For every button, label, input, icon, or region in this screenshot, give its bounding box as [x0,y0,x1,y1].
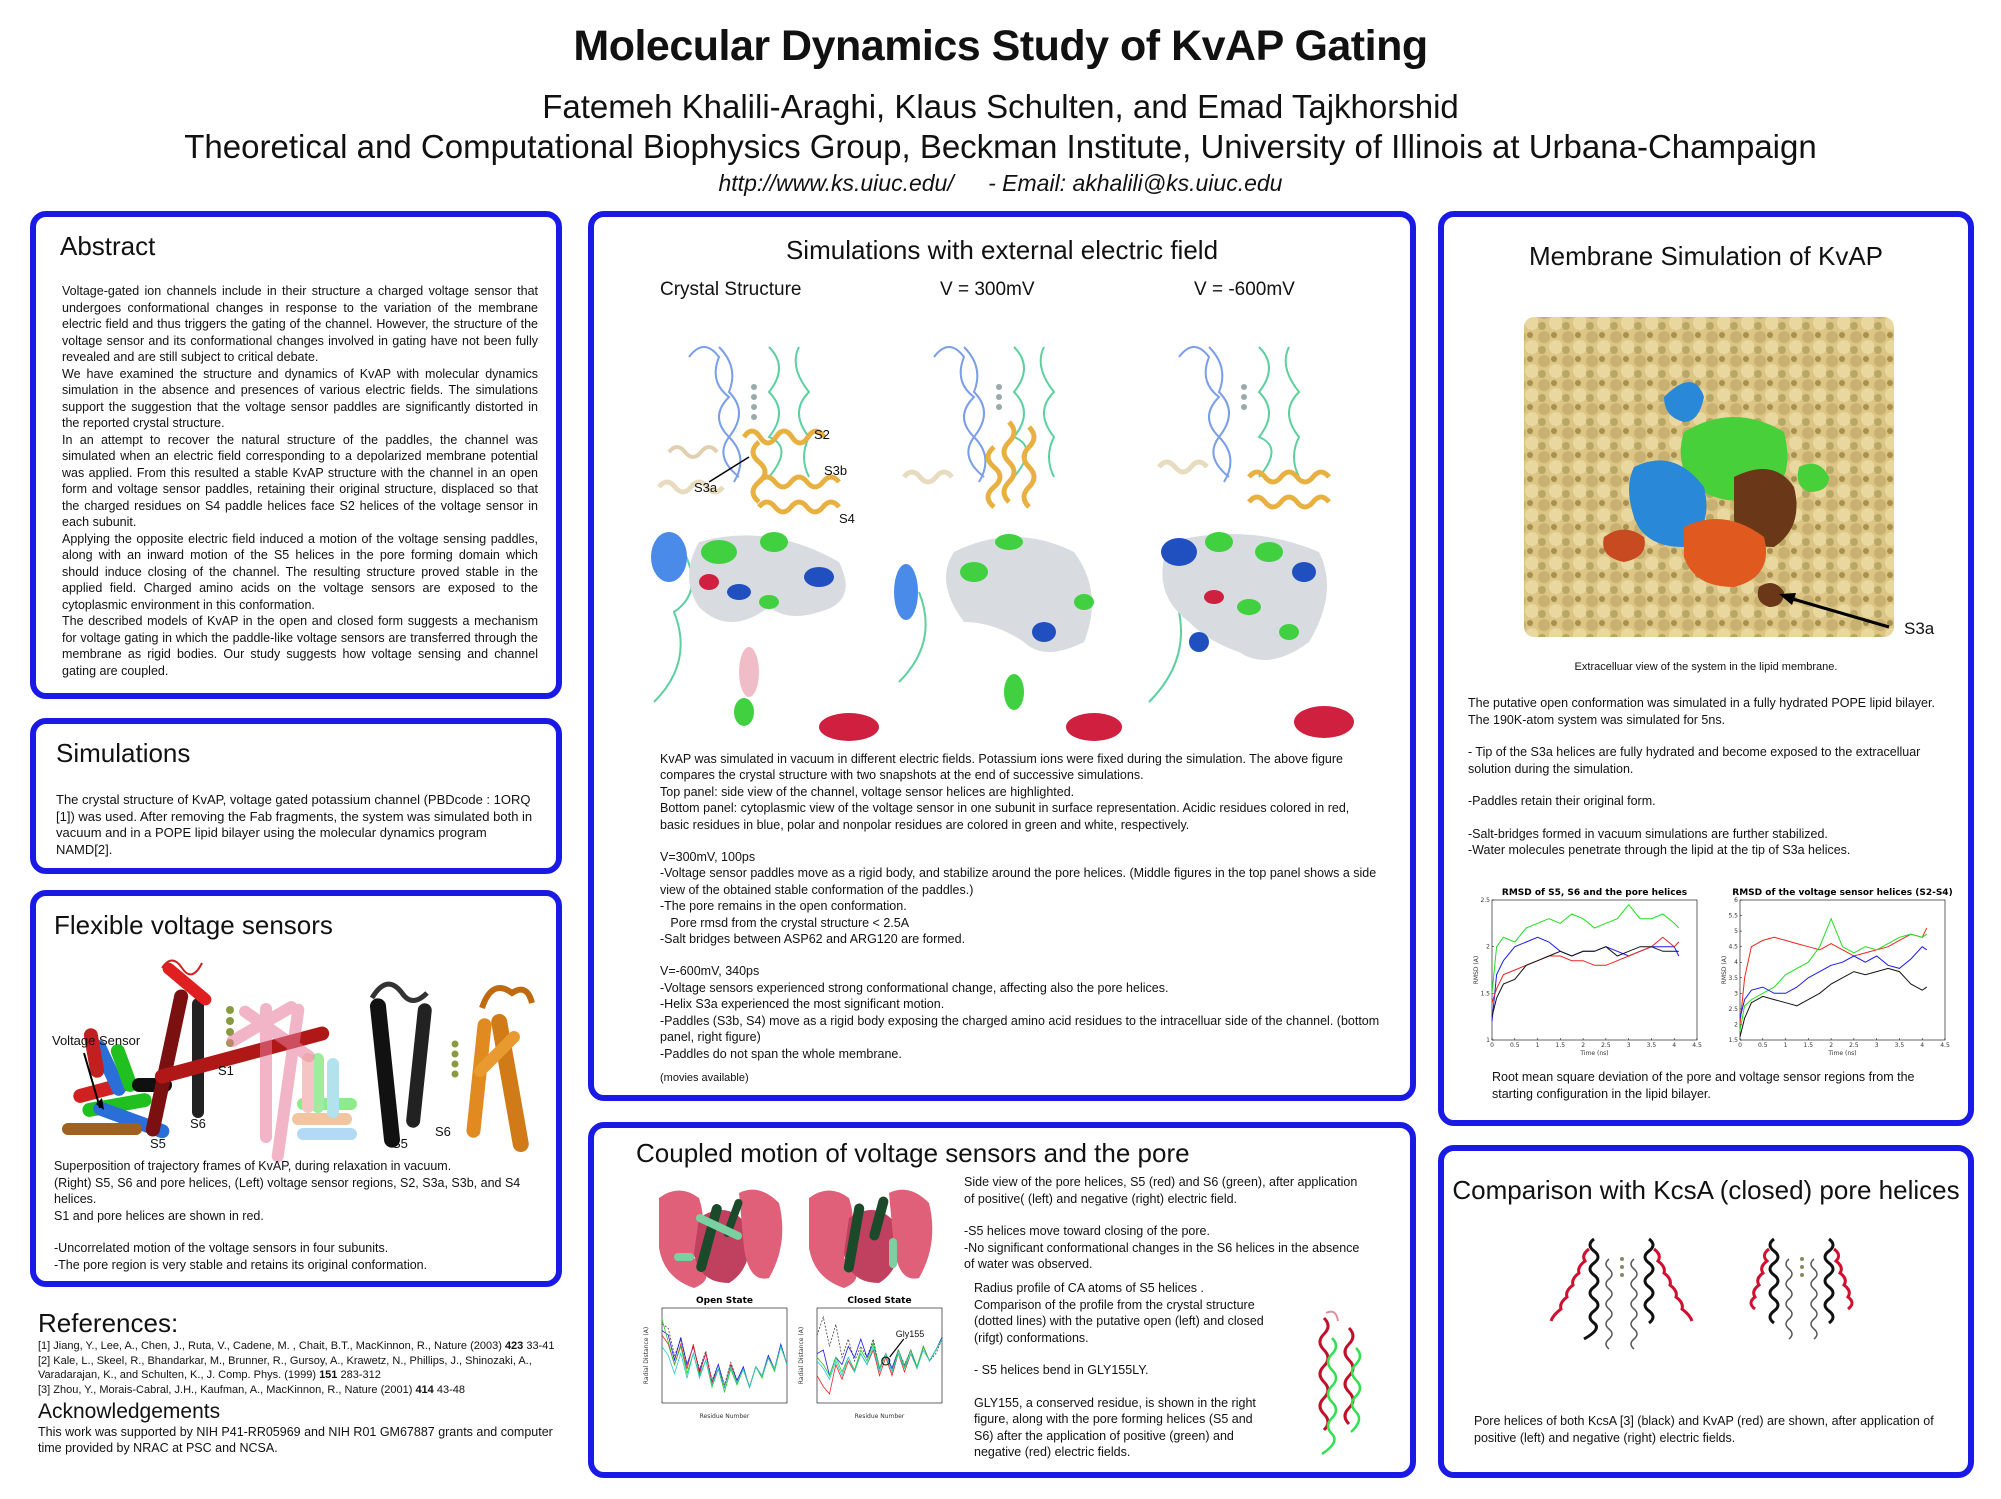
flexible-caption [54,1158,554,1273]
coupled-text-b [974,1280,1274,1461]
y-axis-label: RMSD (A) [1473,955,1480,985]
x-axis-label: Residue Number [699,1413,750,1420]
open-state-chart [644,1298,794,1423]
x-tick-label: 2.5 [1601,1042,1611,1049]
kcsa-heading: Comparison with KcsA (closed) pore helices [1452,1175,1960,1205]
label-s3a: S3a [1904,619,1935,638]
x-tick-label: 0.5 [1758,1042,1768,1049]
label-s2: S2 [814,427,830,442]
y-tick-label: 2 [1734,1021,1738,1029]
membrane-text [1468,695,1958,859]
pore-side-view-images [654,1178,934,1288]
abstract-text [62,283,538,679]
acknowledgements-heading: Acknowledgements [38,1400,221,1423]
ref-pages: 43-48 [433,1383,465,1396]
vneg600-heading: V=-600mV, 340ps [660,964,760,979]
x-tick-label: 1 [1783,1042,1788,1049]
references-section [38,1308,558,1397]
text-line: - Tip of the S3a helices are fully hydrated and become exposed to the extracelluar solution during the simulation. [1468,745,1921,776]
x-tick-label: 1.5 [1555,1042,1566,1049]
y-tick-label: 1.5 [1480,990,1490,998]
simulations-text: The crystal structure of KvAP, voltage gated potassium channel (PBDcode : 1ORQ [1]) was used. After removing the Fab fragments, the system was simulated both in vacuum and in a POPE lipid bilayer using the molecular dynamics program NAMD[2]. [56,792,533,857]
poster-title: Molecular Dynamics Study of KvAP Gating [573,22,1428,70]
y-tick-label: 6 [1734,897,1738,904]
ref-volume: 423 [504,1340,524,1352]
membrane-panel [1438,211,1974,1126]
membrane-image [1514,307,1904,647]
column-label-crystal: Crystal Structure [660,279,802,300]
references-heading: References: [38,1308,179,1338]
helices-negative-field [1751,1239,1852,1339]
ref-volume: 414 [415,1383,434,1396]
bullet-item: -The pore region is very stable and retains its original conformation. [54,1257,428,1272]
kcsa-helices-image [1534,1219,1894,1379]
x-tick-label: 4.5 [1940,1042,1950,1049]
label-s5-right: S5 [392,1136,408,1151]
pore-open-image [659,1190,782,1288]
x-tick-label: 1 [1535,1042,1540,1049]
series-line-green [1740,919,1927,1031]
caption-line: (Right) S5, S6 and pore helices, (Left) voltage sensor regions, S2, S3a, S3b, and S4 helices. [54,1175,521,1206]
simulations-panel [30,718,562,874]
contact-line [0,170,2001,197]
ref-pages: 283-312 [337,1369,381,1381]
vneg600-structure-image [1139,327,1369,527]
text-line: Side view of the pore helices, S5 (red) and S6 (green), after application of positive( (left) and negative (right) electric field. [964,1175,1358,1206]
ref-text: [3] Zhou, Y., Morais-Cabral, J.H., Kaufman, A., MacKinnon, R., Nature (2001) [38,1383,416,1396]
label-s3b: S3b [824,463,848,478]
v300-bullet: -The pore remains in the open conformation. [660,899,907,914]
x-tick-label: 1.5 [1803,1042,1814,1049]
reference-item [38,1383,558,1398]
x-axis-label: Time (ns) [1580,1050,1609,1057]
kcsa-caption: Pore helices of both KcsA [3] (black) and KvAP (red) are shown, after application of positive (left) and negative (right) electric fields. [1474,1414,1934,1445]
x-tick-label: 0.5 [1510,1042,1520,1049]
y-tick-label: 1 [1486,1037,1490,1044]
x-tick-label: 2.5 [1849,1042,1859,1049]
kcsa-panel [1438,1145,1974,1478]
ref-pages: 33-41 [523,1340,555,1352]
electric-field-panel [588,211,1416,1101]
flexible-heading: Flexible voltage sensors [54,910,333,940]
v300-bullet: -Salt bridges between ASP62 and ARG120 are formed. [660,932,966,947]
text-line: Comparison of the profile from the crystal structure (dotted lines) with the putative open (left) and closed (rifgt) conformations. [974,1297,1264,1345]
intro-line: Bottom panel: cytoplasmic view of the voltage sensor in one subunit in surface representation. Acidic residues colored in red, basic residues in blue, polar and nonpolar residues are colored in green and white, respectively. [660,801,1350,832]
ref-text: [2] Kale, L., Skeel, R., Bhandarkar, M., Brunner, R., Gursoy, A., Krawetz, N., Phillips, J., Shinozaki, A., Varadarajan, K., and Schulten, K., J. Comp. Phys. (1999) [38,1354,532,1381]
voltage-sensor-translucent [292,1053,357,1140]
x-tick-label: 4.5 [1692,1042,1702,1049]
x-tick-label: 0 [1738,1042,1742,1049]
label-s6-left: S6 [190,1116,206,1131]
series-line-black [1492,947,1679,1017]
v300-structure-image [894,327,1124,527]
text-line: -No significant conformational changes in the S6 helices in the absence of water was observed. [964,1240,1360,1271]
label-s6-right: S6 [435,1124,451,1139]
crystal-structure-image [649,327,879,527]
chart-title: RMSD of the voltage sensor helices (S2-S4) [1732,888,1953,898]
y-tick-label: 2.5 [1480,897,1490,904]
rmsd-pore-chart [1464,882,1714,1067]
abstract-paragraph: Applying the opposite electric field induced a motion of the voltage sensing paddles, along with an inward motion of the S5 helices in the pore forming domain which should induce closing of the channel. The resulting structure proved stable in the applied field. Charged amino acids on the voltage sensors are exposed to the cytoplasmic environment in this conformation. [62,531,538,612]
x-axis-label: Time (ns) [1828,1050,1857,1057]
series-line-green [817,1339,942,1376]
y-tick-label: 4 [1734,959,1738,967]
x-tick-label: 3 [1874,1042,1879,1049]
y-axis-label: Radial Distance (A) [798,1326,805,1385]
x-tick-label: 0 [1490,1042,1494,1049]
website-link[interactable]: http://www.ks.uiuc.edu/ [718,170,954,196]
y-tick-label: 2.5 [1728,1005,1738,1013]
acknowledgements-section [38,1400,558,1456]
abstract-paragraph: The described models of KvAP in the open and closed form suggests a mechanism for voltage gating in which the paddle-like voltage sensors are transferred through the membrane as rigid bodies. Our study suggests how voltage sensing and channel gating are coupled. [62,614,538,678]
abstract-paragraph: Voltage-gated ion channels include in their structure a charged voltage sensor that undergoes conformational changes in response to the variation of the membrane electric field and thus triggers the gating of the channel. However, the structure of the voltage sensor and its conformational changes involved in gating have not been fully revealed and are still subject to critical debate. [62,284,538,364]
y-tick-label: 5 [1734,928,1738,936]
y-axis-label: RMSD (A) [1721,955,1728,985]
gly155-label: Gly155 [895,1328,925,1339]
x-tick-label: 3.5 [1894,1042,1905,1049]
efield-description [660,751,1380,1086]
email-link[interactable]: - Email: akhalili@ks.uiuc.edu [988,170,1283,196]
y-tick-label: 3 [1734,990,1738,998]
x-tick-label: 4 [1672,1042,1677,1049]
rmsd-caption: Root mean square deviation of the pore and voltage sensor regions from the starting configuration in the lipid bilayer. [1492,1070,1915,1101]
intro-line: KvAP was simulated in vacuum in different electric fields. Potassium ions were fixed during the simulation. The above figure compares the crystal structure with two snapshots at the end of successive simulations. [660,752,1343,783]
v300-surface-image [894,522,1124,737]
y-axis-label: Radial Distance (A) [643,1326,650,1385]
coupled-text-a [964,1174,1364,1273]
x-axis-label: Residue Number [854,1413,905,1420]
pore-closed-image [809,1190,932,1288]
column-label-neg600mv: V = -600mV [1194,279,1295,300]
text-line: -Water molecules penetrate through the lipid at the tip of S3a helices. [1468,843,1851,857]
membrane-heading: Membrane Simulation of KvAP [1528,241,1884,271]
abstract-heading: Abstract [60,231,156,261]
chart-title: Open State [695,1296,754,1306]
y-tick-label: 1.5 [1728,1037,1738,1044]
movies-note: (movies available) [660,1071,749,1084]
x-tick-label: 2 [1581,1042,1586,1049]
ref-text: [1] Jiang, Y., Lee, A., Chen, J., Ruta, V., Cadene, M. , Chait, B.T., MacKinnon, R., Nature (2003) [38,1340,505,1352]
y-tick-label: 5.5 [1728,912,1738,920]
vneg600-bullet: -Paddles (S3b, S4) move as a rigid body exposing the charged amino acid residues to the intracelluar side of the channel. (bottom panel, right figure) [660,1013,1380,1045]
column-label-300mv: V = 300mV [940,279,1035,300]
chart-title: RMSD of S5, S6 and the pore helices [1501,888,1688,898]
trajectory-figure [42,948,554,1151]
label-s5-left: S5 [150,1136,166,1151]
series-line-green [1492,905,1679,994]
caption-line: S1 and pore helices are shown in red. [54,1208,264,1223]
text-line: -Paddles retain their original form. [1468,794,1656,808]
helices-positive-field [1551,1239,1692,1349]
intro-line: Top panel: side view of the channel, voltage sensor helices are highlighted. [660,784,1075,799]
x-tick-label: 2 [1829,1042,1834,1049]
text-line: -Salt-bridges formed in vacuum simulations are further stabilized. [1468,826,1828,841]
ref-volume: 151 [319,1369,338,1381]
abstract-paragraph: We have examined the structure and dynamics of KvAP with molecular dynamics simulation in the absence and presences of various electric fields. The simulations support the suggestion that the voltage sensor paddles are significantly distorted in the reported crystal structure. [62,366,538,430]
series-line-black [1740,968,1927,1037]
label-s4: S4 [839,511,855,526]
gly155-helix-image [1304,1308,1374,1458]
label-s1: S1 [218,1063,234,1078]
series-line-cyan [817,1339,942,1379]
vneg600-bullet: -Voltage sensors experienced strong conformational change, affecting also the pore helices. [660,980,1169,995]
series-line-blue [1492,937,1679,1021]
chart-title: Closed State [847,1296,912,1306]
bullet-item: -Uncorrelated motion of the voltage sensors in four subunits. [54,1241,389,1255]
x-tick-label: 3 [1626,1042,1631,1049]
acknowledgements-text: This work was supported by NIH P41-RR05969 and NIH R01 GM67887 grants and computer time provided by NRAC at PSC and NCSA. [38,1425,553,1455]
s5-s6-helices-orange [466,988,532,1153]
reference-item [38,1339,558,1354]
reference-item [38,1354,558,1383]
crystal-surface-image [649,522,879,737]
plot-frame [817,1308,942,1403]
text-line: GLY155, a conserved residue, is shown in the right figure, along with the pore forming helices (S5 and S6) after the application of positive (green) and negative (red) electric fields. [974,1395,1256,1459]
v300-bullet: -Voltage sensor paddles move as a rigid body, and stabilize around the pore helices. (Middle figures in the top panel shows a side view of the obtained stable conformation of the paddles.) [660,866,1377,897]
affiliation: Theoretical and Computational Biophysics Group, Beckman Institute, University of Illinois at Urbana-Champaign [184,128,1817,165]
series-line-red [662,1335,787,1387]
v300-heading: V=300mV, 100ps [660,850,756,865]
v300-bullet: Pore rmsd from the crystal structure < 2.5A [660,915,910,930]
plot-frame [1740,900,1945,1040]
text-line: - S5 helices bend in GLY155LY. [974,1363,1149,1377]
coupled-heading: Coupled motion of voltage sensors and the pore [636,1138,1190,1168]
y-tick-label: 2 [1486,943,1490,951]
text-line: -S5 helices move toward closing of the pore. [964,1224,1210,1238]
rmsd-sensor-chart [1712,882,1962,1067]
vneg600-bullet: -Paddles do not span the whole membrane. [660,1046,902,1061]
y-tick-label: 3.5 [1728,974,1738,982]
abstract-paragraph: In an attempt to recover the natural structure of the paddles, the channel was simulated when an electric field corresponding to a depolarized membrane potential was applied. From this resulted a stable KvAP structure with the channel in an open form and voltage sensor paddles, retaining their original structure, displaced so that the charged residues on S4 paddle helices face S2 helices of the voltage sensor in each subunit. [62,432,538,529]
caption-line: Superposition of trajectory frames of KvAP, during relaxation in vacuum. [54,1159,452,1173]
text-line: The putative open conformation was simulated in a fully hydrated POPE lipid bilayer. The 190K-atom system was simulated for 5ns. [1468,696,1935,727]
series-line-red [1740,928,1927,1024]
closed-state-chart [799,1298,949,1423]
authors: Fatemeh Khalili-Araghi, Klaus Schulten, and Emad Tajkhorshid [542,88,1459,125]
simulations-heading: Simulations [56,738,191,768]
label-voltage-sensor: Voltage Sensor [52,1033,141,1048]
label-s3a: S3a [694,480,718,495]
text-line: Radius profile of CA atoms of S5 helices . [974,1281,1204,1295]
x-tick-label: 4 [1920,1042,1925,1049]
x-tick-label: 3.5 [1646,1042,1657,1049]
vneg600-bullet: -Helix S3a experienced the most significant motion. [660,997,945,1012]
y-tick-label: 4.5 [1728,943,1738,951]
efield-heading: Simulations with external electric field [785,235,1219,265]
abstract-panel [30,211,562,699]
vneg600-surface-image [1139,522,1369,737]
flexible-sensors-panel [30,890,562,1287]
coupled-motion-panel [588,1122,1416,1478]
membrane-image-caption: Extracelluar view of the system in the lipid membrane. [1574,661,1838,673]
series-line-cyan [662,1347,787,1388]
